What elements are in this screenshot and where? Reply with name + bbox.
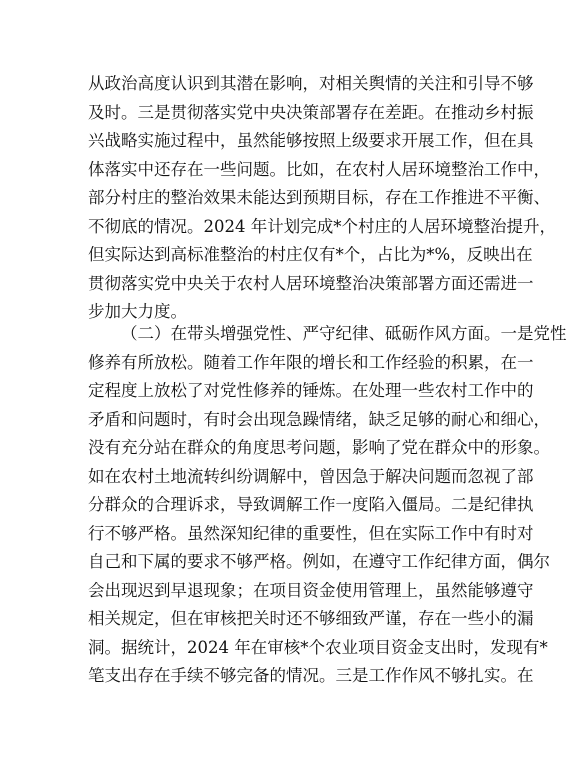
paragraph-line: 没有充分站在群众的角度思考问题，影响了党在群众中的形象。 — [88, 438, 550, 457]
paragraph-line: 自己和下属的要求不够严格。例如，在遵守工作纪律方面，偶尔 — [88, 552, 550, 571]
paragraph-line: 贯彻落实党中央关于农村人居环境整治决策部署方面还需进一 — [88, 273, 534, 293]
paragraph-line: 步加大力度。 — [88, 302, 187, 321]
paragraph-line: 分群众的合理诉求，导致调解工作一度陷入僵局。二是纪律执 — [88, 495, 534, 514]
paragraph-line: 部分村庄的整治效果未能达到预期目标，存在工作推进不平衡、 — [88, 188, 550, 207]
paragraph-line: 定程度上放松了对党性修养的锤炼。在处理一些农村工作中的 — [88, 381, 534, 400]
paragraph-line: 矛盾和问题时，有时会出现急躁情绪，缺乏足够的耐心和细心， — [88, 409, 550, 429]
paragraph-line: 笔支出存在手续不够完备的情况。三是工作作风不够扎实。在 — [88, 666, 534, 685]
paragraph-line: 洞。据统计，2024 年在审核*个农业项目资金支出时，发现有* — [88, 637, 548, 657]
paragraph-line: 但实际达到高标准整治的村庄仅有*个，占比为*%，反映出在 — [88, 245, 533, 264]
paragraph-line: 体落实中还存在一些问题。比如，在农村人居环境整治工作中， — [88, 159, 550, 179]
paragraph-line: 行不够严格。虽然深知纪律的重要性，但在实际工作中有时对 — [88, 523, 534, 543]
paragraph-2 — [88, 320, 567, 691]
paragraph-line: 会出现迟到早退现象；在项目资金使用管理上，虽然能够遵守 — [88, 580, 534, 600]
paragraph-line: 相关规定，但在审核把关时还不够细致严谨，存在一些小的漏 — [88, 609, 534, 628]
paragraph-line: 从政治高度认识到其潜在影响，对相关舆情的关注和引导不够 — [88, 74, 534, 93]
paragraph-line: 不彻底的情况。2024 年计划完成*个村庄的人居环境整治提升， — [88, 216, 556, 236]
paragraph-line: 如在农村土地流转纠纷调解中，曾因急于解决问题而忽视了部 — [88, 466, 534, 486]
section-heading-line: （二）在带头增强党性、严守纪律、砥砺作风方面。一是党性 — [121, 324, 567, 343]
paragraph-line: 修养有所放松。随着工作年限的增长和工作经验的积累，在一 — [88, 352, 534, 372]
paragraph-line: 兴战略实施过程中，虽然能够按照上级要求开展工作，但在具 — [88, 131, 534, 150]
paragraph-1 — [88, 70, 556, 327]
paragraph-line: 及时。三是贯彻落实党中央决策部署存在差距。在推动乡村振 — [88, 102, 534, 122]
